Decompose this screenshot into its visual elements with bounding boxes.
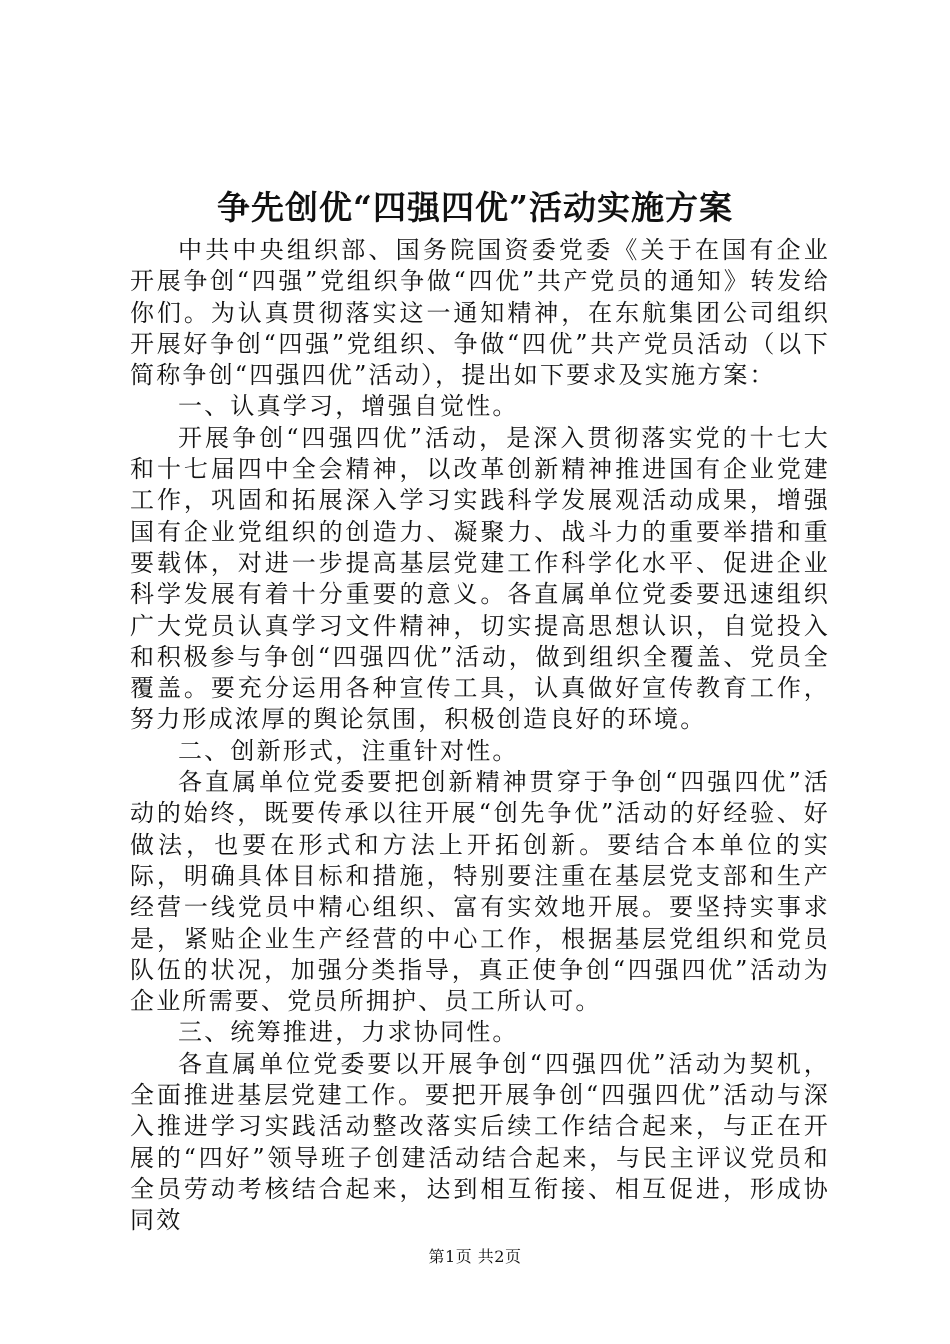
section-paragraph-1: 开展争创“四强四优”活动，是深入贯彻落实党的十七大和十七届四中全会精神，以改革创新精神推进国有企业党建工作，巩固和拓展深入学习实践科学发展观活动成果，增强国有企业党组织的创造力、凝聚力、战斗力的重要举措和重要载体，对进一步提高基层党建工作科学化水平、促进企业科学发展有着十分重要的意义。各直属单位党委要迅速组织广大党员认真学习文件精神，切实提高思想认识，自觉投入和积极参与争创“四强四优”活动，做到组织全覆盖、党员全覆盖。要充分运用各种宣传工具，认真做好宣传教育工作，努力形成浓厚的舆论氛围，积极创造良好的环境。 <box>130 423 830 734</box>
section-heading-1: 一、认真学习，增强自觉性。 <box>178 392 519 421</box>
section-heading-2: 二、创新形式，注重针对性。 <box>178 736 519 765</box>
section-paragraph-3: 各直属单位党委要以开展争创“四强四优”活动为契机，全面推进基层党建工作。要把开展争创“四强四优”活动与深入推进学习实践活动整改落实后续工作结合起来，与正在开展的“四好”领导班子创建活动结合起来，与民主评议党员和全员劳动考核结合起来，达到相互衔接、相互促进，形成协同效 <box>130 1049 830 1235</box>
section-heading-3: 三、统筹推进，力求协同性。 <box>178 1018 519 1047</box>
section-paragraph-2: 各直属单位党委要把创新精神贯穿于争创“四强四优”活动的始终，既要传承以往开展“创先争优”活动的好经验、好做法，也要在形式和方法上开拓创新。要结合本单位的实际，明确具体目标和措施，特别要注重在基层党支部和生产经营一线党员中精心组织、富有实效地开展。要坚持实事求是，紧贴企业生产经营的中心工作，根据基层党组织和党员队伍的状况，加强分类指导，真正使争创“四强四优”活动为企业所需要、党员所拥护、员工所认可。 <box>130 768 830 1016</box>
document-body <box>130 235 830 1237</box>
document-title: 争先创优“四强四优”活动实施方案 <box>217 188 733 227</box>
intro-paragraph: 中共中央组织部、国务院国资委党委《关于在国有企业开展争创“四强”党组织争做“四优”共产党员的通知》转发给你们。为认真贯彻落实这一通知精神，在东航集团公司组织开展好争创“四强”党组织、争做“四优”共产党员活动（以下简称争创“四强四优”活动），提出如下要求及实施方案： <box>130 236 830 390</box>
page-number-footer: 第1页 共2页 <box>428 1247 522 1266</box>
